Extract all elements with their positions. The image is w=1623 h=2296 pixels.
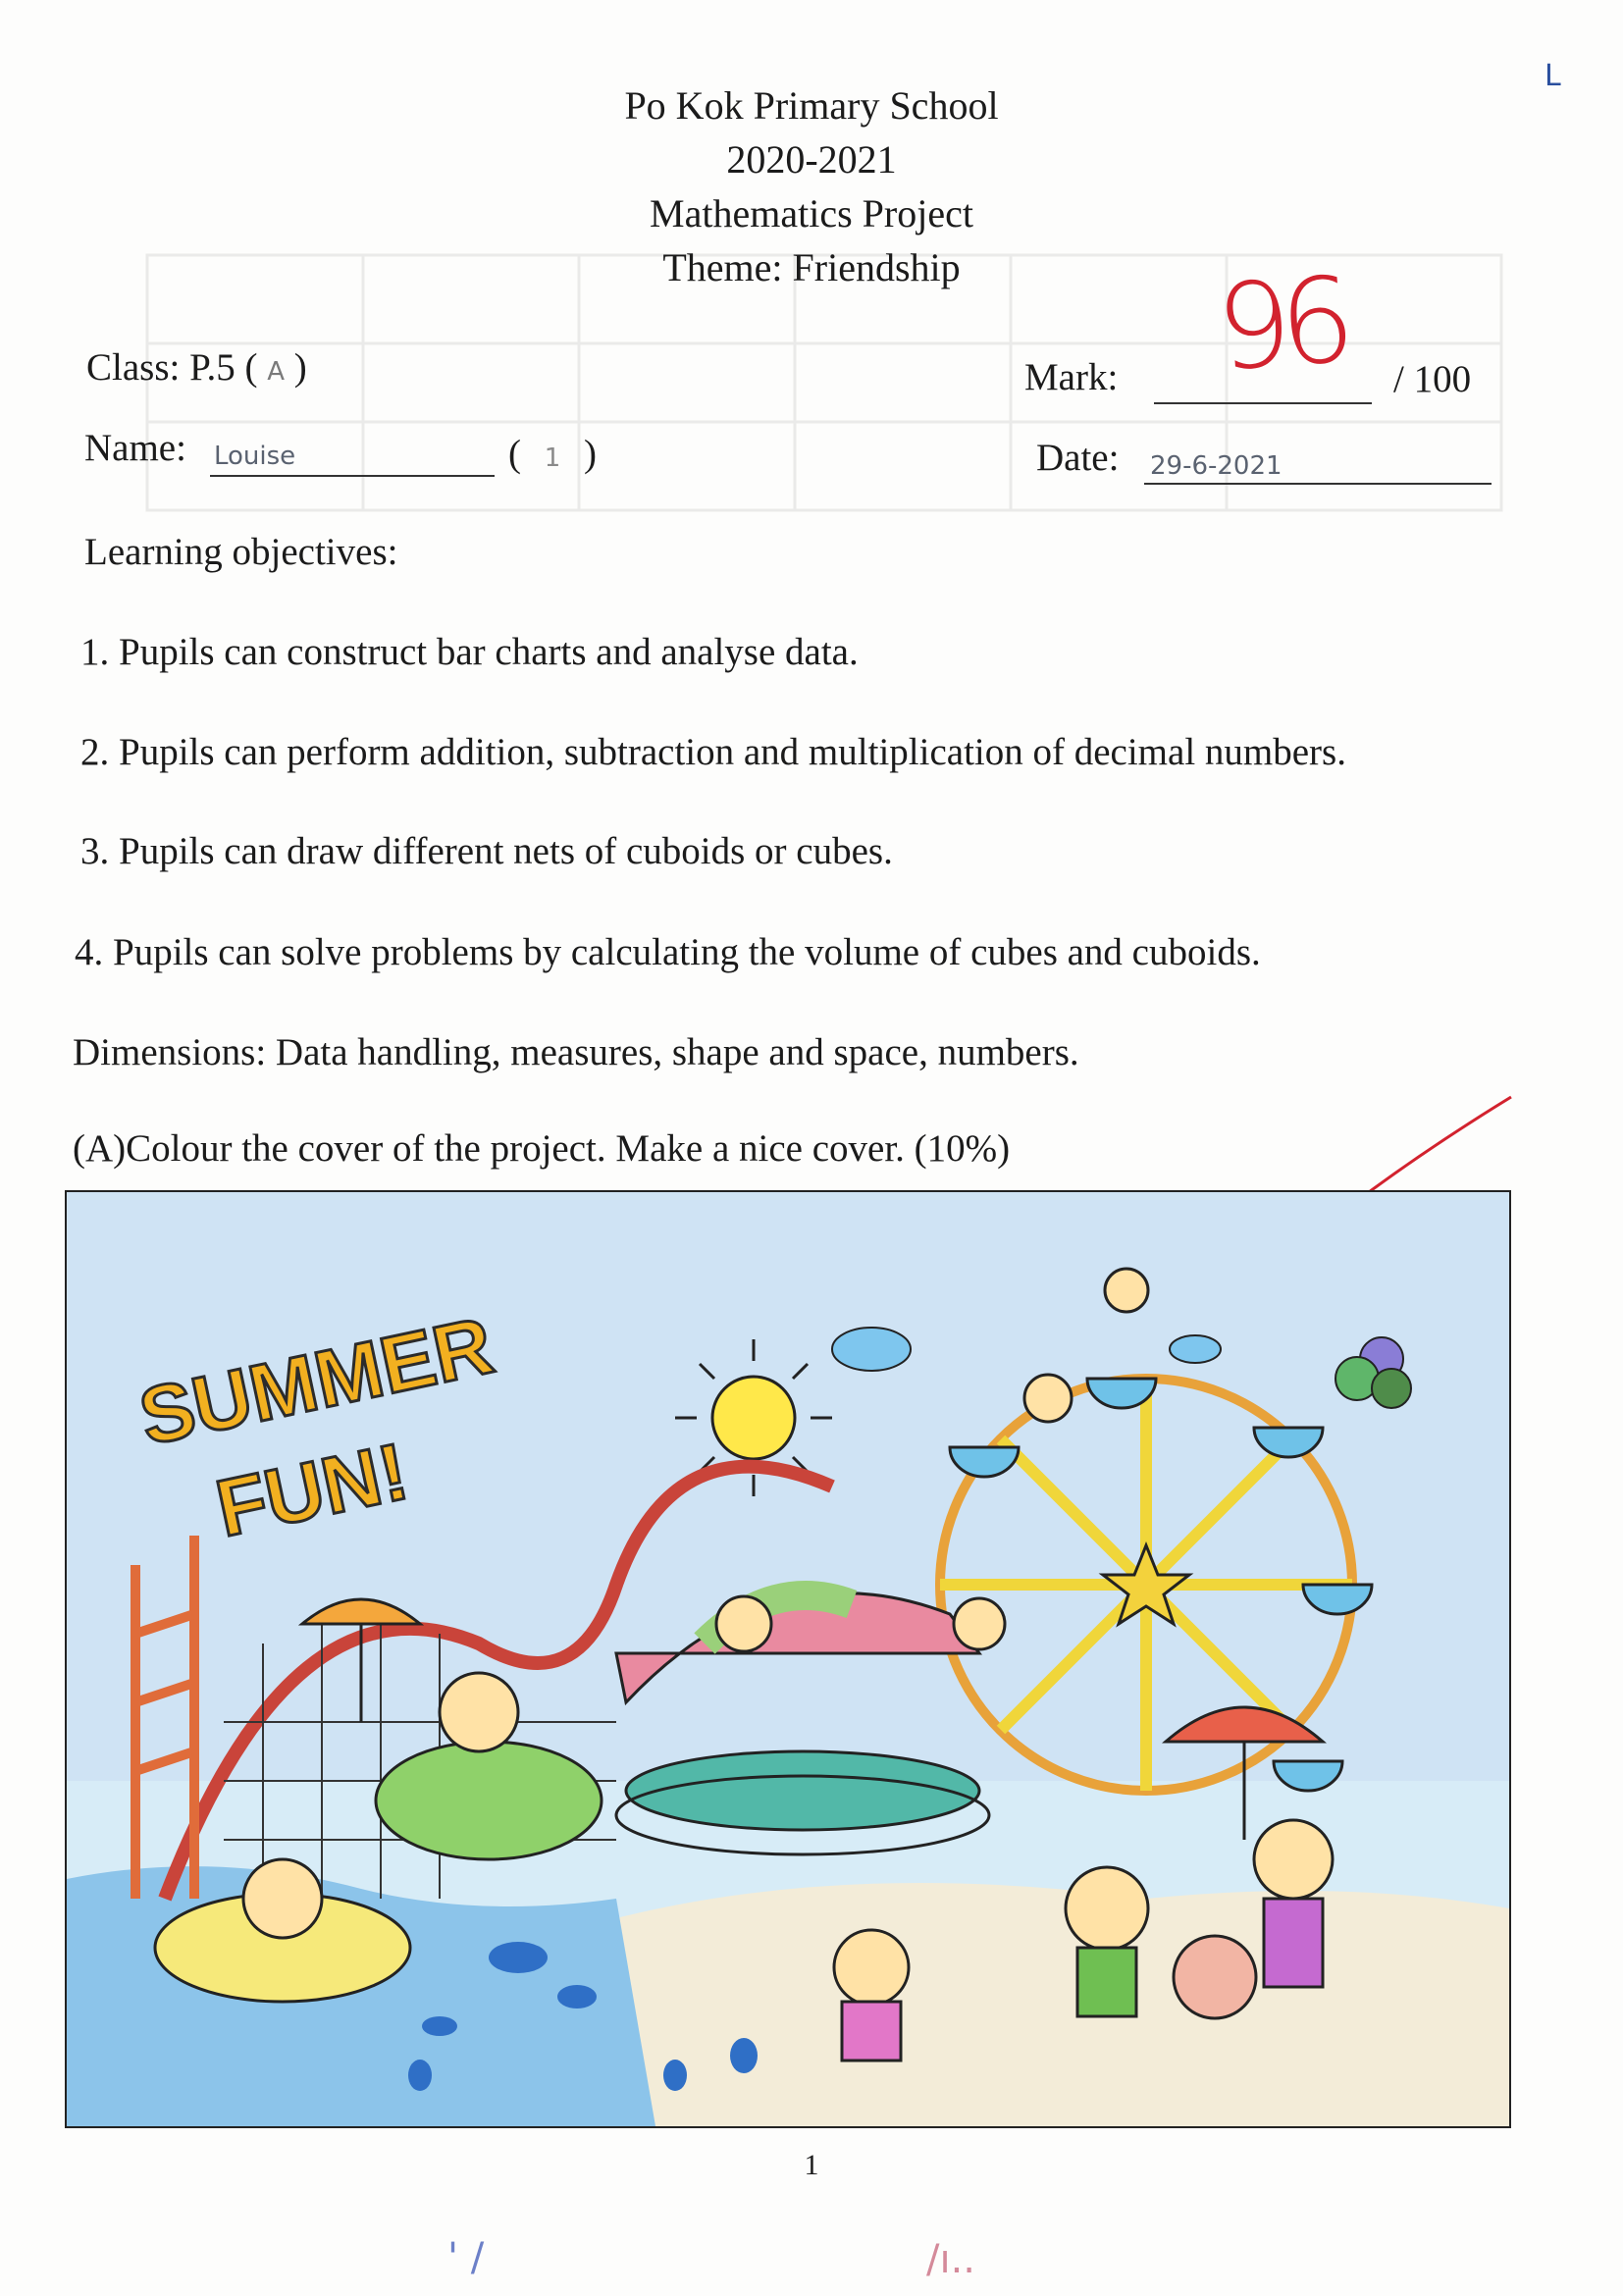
date-label: Date: <box>1036 437 1120 479</box>
mark-underline <box>1154 402 1372 404</box>
school-year: 2020-2021 <box>726 137 897 182</box>
class-value: A <box>267 357 285 387</box>
cover-title-line2: FUN! <box>208 1427 416 1554</box>
objective-2: 2. Pupils can perform addition, subtraction and multiplication of decimal numbers. <box>80 731 1346 773</box>
project-subject: Mathematics Project <box>650 191 973 235</box>
cover-title-line1: SUMMER <box>131 1300 501 1463</box>
number-close: ) <box>584 433 598 475</box>
mark-total: / 100 <box>1393 358 1472 400</box>
corner-mark: L <box>1544 59 1561 93</box>
class-field <box>86 345 307 390</box>
objective-1: 1. Pupils can construct bar charts and analyse data. <box>80 631 859 673</box>
project-theme: Theme: Friendship <box>662 245 961 289</box>
stray-mark-pink: /ı.. <box>926 2237 976 2282</box>
name-value: Louise <box>214 442 296 471</box>
task-a-text: Colour the cover of the project. Make a nice cover. (10%) <box>126 1127 1011 1170</box>
school-name: Po Kok Primary School <box>624 83 999 128</box>
number-open: ( <box>508 433 521 475</box>
mark-label: Mark: <box>1024 356 1119 398</box>
objectives-heading: Learning objectives: <box>84 531 398 573</box>
name-underline <box>210 475 495 477</box>
objective-4: 4. Pupils can solve problems by calculating the volume of cubes and cuboids. <box>75 931 1261 973</box>
task-a <box>73 1126 1010 1171</box>
class-number-field <box>508 432 597 476</box>
summer-fun-drawing <box>67 1192 1509 2126</box>
name-label: Name: <box>84 427 186 469</box>
task-a-label: (A) <box>73 1127 127 1170</box>
cover-illustration <box>65 1190 1511 2128</box>
page-number: 1 <box>804 2149 819 2181</box>
date-value: 29-6-2021 <box>1150 451 1283 481</box>
mark-value: 96 <box>1212 252 1348 398</box>
dimensions-line: Dimensions: Data handling, measures, shape and space, numbers. <box>73 1031 1079 1073</box>
stray-mark-blue: ' / <box>447 2235 485 2280</box>
date-underline <box>1144 483 1492 485</box>
class-label: Class: P.5 ( <box>86 346 258 389</box>
class-number-value: 1 <box>544 444 561 473</box>
class-close: ) <box>293 346 307 389</box>
objective-3: 3. Pupils can draw different nets of cuboids or cubes. <box>80 830 893 872</box>
